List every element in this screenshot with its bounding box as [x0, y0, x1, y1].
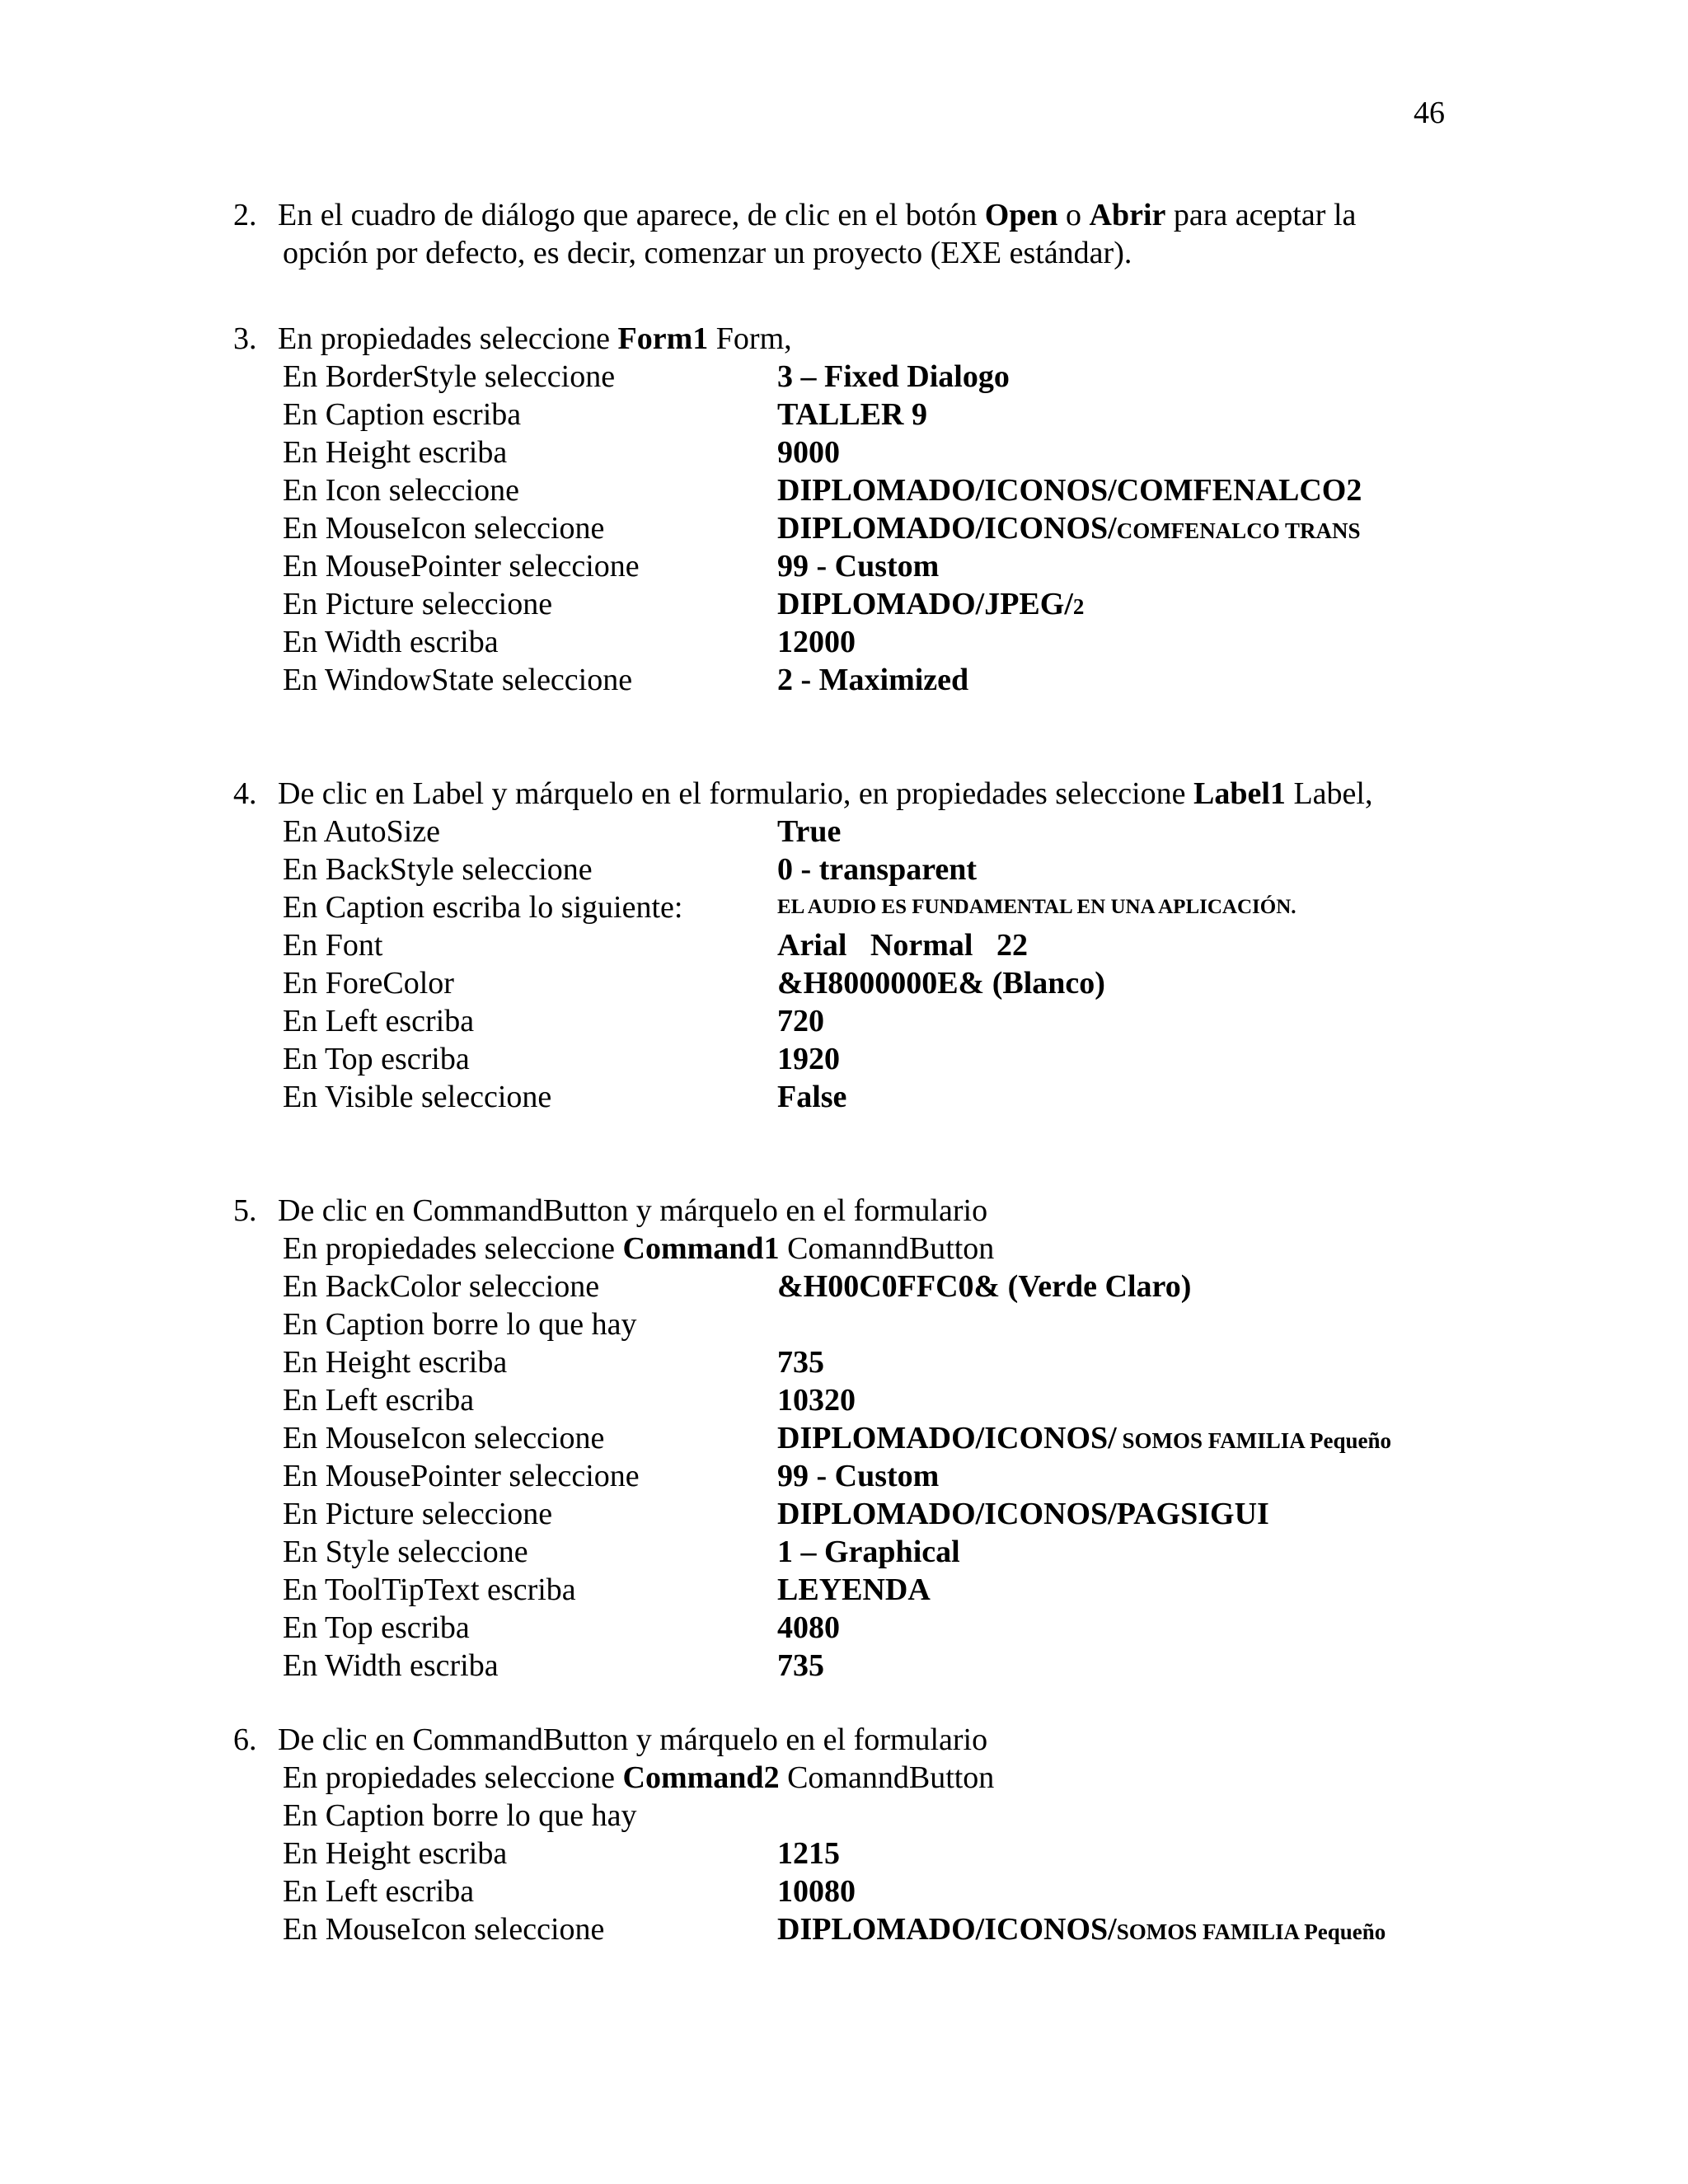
property-row [233, 926, 1453, 964]
property-row [233, 396, 1453, 434]
property-value: 10320 [777, 1383, 856, 1418]
step-3 [233, 320, 1453, 699]
property-list [233, 358, 1453, 699]
property-value: EL AUDIO ES FUNDAMENTAL EN UNA APLICACIÓN. [777, 896, 1296, 918]
property-value: Arial Normal 22 [777, 928, 1028, 963]
property-label: En Caption borre lo que hay [283, 1307, 637, 1342]
property-label: En MouseIcon seleccione [283, 1421, 605, 1455]
step-text: En el cuadro de diálogo que aparece, de clic en el botón Open o Abrir para aceptar la [278, 198, 1357, 232]
property-row [233, 1078, 1453, 1116]
property-row [233, 1268, 1453, 1305]
property-list [233, 1268, 1453, 1685]
property-row [233, 813, 1453, 851]
step-text: De clic en Label y márquelo en el formulario, en propiedades seleccione Label1 Label, [278, 776, 1373, 811]
property-value: DIPLOMADO/ICONOS/ SOMOS FAMILIA Pequeño [777, 1421, 1391, 1455]
property-label: En Icon seleccione [283, 473, 519, 508]
property-label: En WindowState seleccione [283, 663, 633, 697]
property-label: En ToolTipText escriba [283, 1572, 576, 1607]
property-label: En Style seleccione [283, 1535, 528, 1569]
property-row [233, 1381, 1453, 1419]
property-value: 9000 [777, 435, 840, 470]
property-label: En Width escriba [283, 1648, 499, 1683]
step-number: 5. [233, 1193, 257, 1228]
property-value: 10080 [777, 1874, 856, 1909]
property-label: En AutoSize [283, 814, 441, 849]
property-value: DIPLOMADO/JPEG/2 [777, 587, 1085, 621]
step-5 [233, 1192, 1453, 1685]
property-value: 99 - Custom [777, 1459, 940, 1493]
property-label: En Caption escriba [283, 397, 522, 432]
property-label: En Left escriba [283, 1874, 475, 1909]
property-label: En MouseIcon seleccione [283, 511, 605, 546]
property-row [233, 358, 1453, 396]
property-label: En Width escriba [283, 625, 499, 659]
property-value: 3 – Fixed Dialogo [777, 359, 1010, 394]
step-6 [233, 1721, 1453, 1948]
property-value: 1 – Graphical [777, 1535, 960, 1569]
step-2 [233, 196, 1453, 272]
property-row [233, 1533, 1453, 1571]
property-value: DIPLOMADO/ICONOS/COMFENALCO TRANS [777, 511, 1361, 546]
property-value: 735 [777, 1345, 824, 1380]
step-number: 4. [233, 776, 257, 811]
property-row [233, 1495, 1453, 1533]
property-value: 99 - Custom [777, 549, 940, 583]
property-row [233, 547, 1453, 585]
property-row [233, 585, 1453, 623]
property-row [233, 1002, 1453, 1040]
step-subtext: En propiedades seleccione Command2 ComanndButton [283, 1760, 995, 1795]
property-label: En Height escriba [283, 1836, 508, 1871]
step-text-continued: opción por defecto, es decir, comenzar un proyecto (EXE estándar). [283, 236, 1132, 270]
step-number: 6. [233, 1722, 257, 1757]
property-list [233, 813, 1453, 1116]
property-label: En MousePointer seleccione [283, 1459, 640, 1493]
property-label: En Font [283, 928, 383, 963]
property-row [233, 1305, 1453, 1343]
property-row [233, 471, 1453, 509]
property-row [233, 1835, 1453, 1872]
property-label: En BackStyle seleccione [283, 852, 593, 887]
property-label: En Height escriba [283, 1345, 508, 1380]
property-value: &H8000000E& (Blanco) [777, 966, 1105, 1001]
property-row [233, 1040, 1453, 1078]
property-row [233, 1609, 1453, 1647]
step-text: En propiedades seleccione Form1 Form, [278, 321, 792, 356]
step-text: De clic en CommandButton y márquelo en el formulario [278, 1193, 988, 1228]
property-row [233, 1571, 1453, 1609]
property-row [233, 1457, 1453, 1495]
property-value: 1215 [777, 1836, 840, 1871]
property-row [233, 434, 1453, 471]
property-value: 0 - transparent [777, 852, 978, 887]
property-value: DIPLOMADO/ICONOS/PAGSIGUI [777, 1497, 1269, 1531]
property-value: 735 [777, 1648, 824, 1683]
property-row [233, 1343, 1453, 1381]
property-label: En Height escriba [283, 435, 508, 470]
property-label: En BorderStyle seleccione [283, 359, 616, 394]
property-value: DIPLOMADO/ICONOS/COMFENALCO2 [777, 473, 1362, 508]
property-value: 2 - Maximized [777, 663, 969, 697]
property-row [233, 888, 1453, 926]
property-label: En Top escriba [283, 1610, 470, 1645]
property-value: 12000 [777, 625, 856, 659]
property-row [233, 1419, 1453, 1457]
property-value: LEYENDA [777, 1572, 931, 1607]
property-label: En Left escriba [283, 1383, 475, 1418]
property-label: En MouseIcon seleccione [283, 1912, 605, 1947]
step-text: De clic en CommandButton y márquelo en el formulario [278, 1722, 988, 1757]
property-row [233, 1910, 1453, 1948]
property-value: &H00C0FFC0& (Verde Claro) [777, 1269, 1192, 1304]
property-row [233, 964, 1453, 1002]
property-row [233, 851, 1453, 888]
property-label: En Left escriba [283, 1004, 475, 1038]
property-label: En ForeColor [283, 966, 454, 1001]
property-row [233, 1872, 1453, 1910]
property-list [233, 1797, 1453, 1948]
property-label: En Picture seleccione [283, 1497, 553, 1531]
property-label: En Top escriba [283, 1042, 470, 1076]
step-4 [233, 775, 1453, 1116]
property-row [233, 1647, 1453, 1685]
property-value: 4080 [777, 1610, 840, 1645]
property-label: En Caption borre lo que hay [283, 1798, 637, 1833]
property-label: En BackColor seleccione [283, 1269, 600, 1304]
property-label: En Picture seleccione [283, 587, 553, 621]
property-row [233, 623, 1453, 661]
page-number: 46 [1414, 96, 1445, 130]
step-subtext: En propiedades seleccione Command1 ComanndButton [283, 1231, 995, 1266]
property-value: 1920 [777, 1042, 840, 1076]
property-label: En Visible seleccione [283, 1080, 552, 1114]
step-number: 2. [233, 198, 257, 232]
property-label: En Caption escriba lo siguiente: [283, 890, 683, 925]
property-row [233, 509, 1453, 547]
property-value: 720 [777, 1004, 824, 1038]
step-number: 3. [233, 321, 257, 356]
property-row [233, 1797, 1453, 1835]
property-row [233, 661, 1453, 699]
property-label: En MousePointer seleccione [283, 549, 640, 583]
property-value: False [777, 1080, 847, 1114]
property-value: True [777, 814, 842, 849]
property-value: DIPLOMADO/ICONOS/SOMOS FAMILIA Pequeño [777, 1912, 1386, 1947]
property-value: TALLER 9 [777, 397, 927, 432]
